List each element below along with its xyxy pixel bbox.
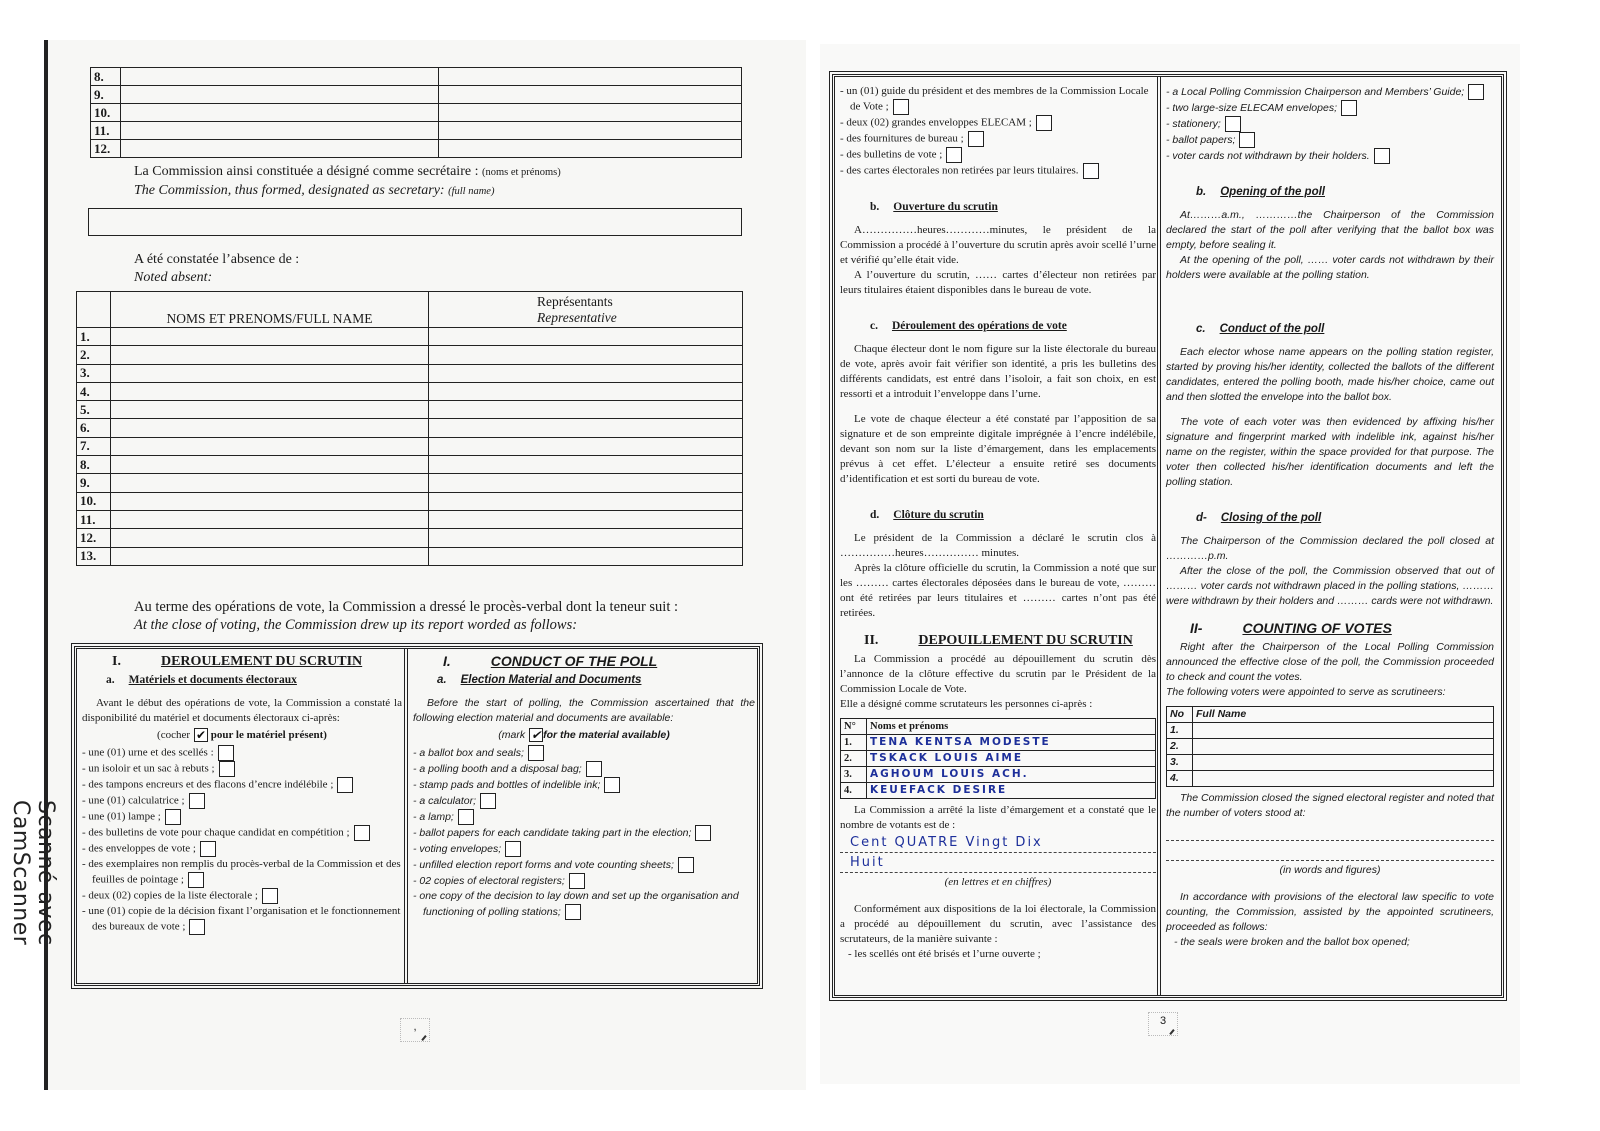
absent-label: A été constatée l’absence de : Noted absent:: [134, 252, 300, 285]
check-instruction: (mark ✔ for the material available): [413, 728, 755, 743]
absent-representative-cell[interactable]: [429, 419, 743, 437]
page-number: 3: [1148, 1012, 1178, 1036]
section-title: II. DEPOUILLEMENT DU SCRUTIN: [864, 633, 1133, 648]
table-header: No Full Name: [1167, 707, 1494, 723]
check-instruction: (cocher ✔ pour le matériel présent): [82, 728, 402, 743]
list-item: - des exemplaires non remplis du procès-verbal de la Commission et des feuilles de pointage ;: [82, 857, 402, 888]
table-row: 4.: [77, 382, 743, 400]
column-divider: [1157, 76, 1161, 996]
checkbox[interactable]: [189, 793, 205, 809]
list-item: - une (01) calculatrice ;: [82, 793, 402, 809]
checkbox[interactable]: [604, 777, 620, 793]
checkbox[interactable]: [200, 841, 216, 857]
table-row: 1.: [77, 328, 743, 346]
materials-list-fr: [82, 745, 402, 935]
absent-name-cell[interactable]: [111, 382, 429, 400]
absent-name-cell[interactable]: [111, 456, 429, 474]
column-header-representative: Représentants Representative: [429, 292, 743, 328]
absent-name-cell[interactable]: [111, 510, 429, 528]
subsection-title: d- Closing of the poll: [1196, 512, 1322, 524]
list-item: - un isoloir et un sac à rebuts ;: [82, 761, 402, 777]
table-row: 9.: [91, 86, 742, 104]
list-item: - des fournitures de bureau ;: [840, 131, 1156, 147]
scrutineers-table-fr: [840, 718, 1156, 799]
absent-name-cell[interactable]: [111, 529, 429, 547]
list-item: - deux (02) copies de la liste électorale ;: [82, 888, 402, 904]
column-header-name: NOMS ET PRENOMS/FULL NAME: [111, 292, 429, 328]
scrutineer-name[interactable]: TENA KENTSA MODESTE: [867, 735, 1156, 751]
table-row: 2. TSKACK LOUIS AIME: [841, 751, 1156, 767]
scrutineers-table-en: [1166, 706, 1494, 787]
table-row: 8.: [91, 68, 742, 86]
absent-representative-cell[interactable]: [429, 529, 743, 547]
secretary-label: La Commission ainsi constituée a désigné comme secrétaire : (noms et prénoms) The Commission, thus formed, designated as secretary: (full name): [134, 164, 561, 198]
table-row: 12.: [77, 529, 743, 547]
absent-representative-cell[interactable]: [429, 510, 743, 528]
list-item: - une (01) urne et des scellés :: [82, 745, 402, 761]
absent-representative-cell[interactable]: [429, 328, 743, 346]
table-row: 12.: [91, 140, 742, 158]
table-row: 4.: [1167, 771, 1494, 787]
list-item: - des tampons encreurs et des flacons d’encre indélébile ;: [82, 777, 402, 793]
table-row: 1.: [1167, 723, 1494, 739]
table-row: 5.: [77, 401, 743, 419]
absent-representative-cell[interactable]: [429, 456, 743, 474]
absent-representative-cell[interactable]: [429, 492, 743, 510]
absent-representative-cell[interactable]: [429, 401, 743, 419]
scrutineer-name[interactable]: AGHOUM LOUIS ACH.: [867, 767, 1156, 783]
scrutineer-name[interactable]: KEUEFACK DESIRE: [867, 783, 1156, 799]
list-item: - des bulletins de vote pour chaque candidat en compétition ;: [82, 825, 402, 841]
checkbox[interactable]: [189, 919, 205, 935]
absent-name-cell[interactable]: [111, 437, 429, 455]
absent-representative-cell[interactable]: [429, 382, 743, 400]
list-item: - a polling booth and a disposal bag;: [413, 761, 755, 777]
scrutineer-name[interactable]: [1193, 723, 1494, 739]
list-item: - des cartes électorales non retirées par leurs titulaires.: [840, 163, 1156, 179]
table-row: 11.: [91, 122, 742, 140]
list-item: - stamp pads and bottles of indelible ink;: [413, 777, 755, 793]
voters-count-field[interactable]: Cent QUATRE Vingt Dix: [840, 835, 1156, 853]
table-row: 10.: [91, 104, 742, 122]
list-item: - one copy of the decision to lay down and set up the organisation and functioning of polling stations;: [413, 889, 755, 920]
checkbox[interactable]: [678, 857, 694, 873]
table-row: 6.: [77, 419, 743, 437]
table-row: 9.: [77, 474, 743, 492]
absent-representative-cell[interactable]: [429, 364, 743, 382]
checkbox[interactable]: [586, 761, 602, 777]
table-row: 2.: [77, 346, 743, 364]
absent-representative-cell[interactable]: [429, 474, 743, 492]
list-item: - unfilled election report forms and vote counting sheets;: [413, 857, 755, 873]
list-item: - voting envelopes;: [413, 841, 755, 857]
checkbox[interactable]: [1225, 116, 1241, 132]
checkbox[interactable]: [262, 888, 278, 904]
table-row: 3.: [77, 364, 743, 382]
checkbox[interactable]: [528, 745, 544, 761]
list-item: - un (01) guide du président et des membres de la Commission Locale de Vote ;: [840, 84, 1156, 115]
subsection-title: b. Ouverture du scrutin: [870, 201, 998, 213]
subsection-title: a. Election Material and Documents: [437, 674, 642, 686]
subsection-title: c. Déroulement des opérations de vote: [870, 320, 1067, 332]
list-item: - une (01) copie de la décision fixant l’organisation et le fonctionnement des bureaux de vote ;: [82, 904, 402, 935]
checkbox[interactable]: [695, 825, 711, 841]
voters-count-field[interactable]: [1166, 823, 1494, 841]
right-en-column: - a Local Polling Commission Chairperson and Members’ Guide; - two large-size ELECAM envelopes; - stationery; - ballot papers; - voter cards not withdrawn by their holders. b. Opening of the poll At………a.m., …………the Chairperson of the Commission declared the start of the poll after verifying that the ballot box was empty, before sealing it. At the opening of the poll, …… voter cards not withdrawn by their holders were available at the polling station. c. Conduct of the poll Each elector whose name appears on the polling station register, started by proving his/her identity, collected the ballots of the different candidates, entered the polling booth, made his/her choice, came out and then slotted the envelope into the ballot box. The vote of each voter was then evidenced by affixing his/her signature and fingerprint marked with indelible ink, against his/her name on the register, within the space provided for that purpose. The voter then collected his/her identification documents and left the polling station. d- Closing of the poll The Chairperson of the Commission declared the poll closed at …………p.m. After the close of the poll, the Commission observed that out of ……… voter cards not withdrawn placed in the polling stations, ……… were withdrawn by their holders and ……… cards were not withdrawn. II- COUNTING OF VOTES Right after the Chairperson of the Local Polling Commission announced the effective close of the poll, the Commission proceeded to check and count the votes. The following voters were appointed to serve as scrutineers: No Full Name 1. 2. 3. 4. The Commission closed the signed electoral register and noted that the number of voters stood at: (in words and figures) In accordance with provisions of the electoral law specific to vote counting, the Commission, assisted by the appointed scrutineers, proceeded as follows: - the seals were broken and the ballot box opened;: [1166, 85, 1495, 948]
list-item: - ballot papers;: [1166, 132, 1494, 148]
secretary-field[interactable]: [88, 208, 742, 236]
checkbox[interactable]: [458, 809, 474, 825]
table-row: 8.: [77, 456, 743, 474]
voters-count-field[interactable]: [1166, 843, 1494, 861]
list-item: - two large-size ELECAM envelopes;: [1166, 100, 1494, 116]
list-item: - a Local Polling Commission Chairperson and Members’ Guide;: [1166, 84, 1494, 100]
section-title: I. CONDUCT OF THE POLL: [443, 653, 658, 669]
table-row: 10.: [77, 492, 743, 510]
absent-name-cell[interactable]: [111, 346, 429, 364]
table-row: 3. AGHOUM LOUIS ACH.: [841, 767, 1156, 783]
list-item: - ballot papers for each candidate taking part in the election;: [413, 825, 755, 841]
subsection-title: c. Conduct of the poll: [1196, 323, 1325, 335]
absent-name-cell[interactable]: [111, 328, 429, 346]
closing-statement: Au terme des opérations de vote, la Commission a dressé le procès-verbal dont la teneur suit : At the close of voting, the Commission drew up its report worded as follows:: [134, 599, 679, 633]
absent-table: [76, 291, 743, 566]
absent-name-cell[interactable]: [111, 547, 429, 565]
checkbox[interactable]: [1239, 132, 1255, 148]
table-row: 13.: [77, 547, 743, 565]
checkbox[interactable]: [946, 147, 962, 163]
absent-representative-cell[interactable]: [429, 547, 743, 565]
absent-representative-cell[interactable]: [429, 346, 743, 364]
column-divider: [404, 648, 408, 984]
absent-name-cell[interactable]: [111, 419, 429, 437]
checkbox[interactable]: [505, 841, 521, 857]
scrutineer-name[interactable]: [1193, 755, 1494, 771]
subsection-title: d. Clôture du scrutin: [870, 509, 984, 521]
checkbox[interactable]: [1341, 100, 1357, 116]
table-row: 1. TENA KENTSA MODESTE: [841, 735, 1156, 751]
table-row: 7.: [77, 437, 743, 455]
absent-name-cell[interactable]: [111, 492, 429, 510]
list-item: - stationery;: [1166, 116, 1494, 132]
list-item: - a lamp;: [413, 809, 755, 825]
members-table: [90, 67, 742, 158]
materials-list-en-cont: [1166, 84, 1494, 164]
materials-list-fr-cont: [840, 84, 1156, 179]
list-item: - des bulletins de vote ;: [840, 147, 1156, 163]
scrutineer-name[interactable]: [1193, 771, 1494, 787]
checkbox[interactable]: [569, 873, 585, 889]
checkbox[interactable]: [188, 872, 204, 888]
voters-count-field[interactable]: Huit: [840, 855, 1156, 873]
list-item: - des enveloppes de vote ;: [82, 841, 402, 857]
checkmark-sample-icon: [529, 728, 543, 742]
checkbox[interactable]: [1083, 163, 1099, 179]
checkbox[interactable]: [1468, 84, 1484, 100]
absent-name-cell[interactable]: [111, 364, 429, 382]
checkbox[interactable]: [968, 131, 984, 147]
checkbox[interactable]: [1374, 148, 1390, 164]
absent-name-cell[interactable]: [111, 474, 429, 492]
scanner-watermark: Scanné avec CamScanner: [8, 800, 58, 946]
checkbox[interactable]: [219, 761, 235, 777]
subsection-title: a. Matériels et documents électoraux: [106, 674, 297, 686]
absent-name-cell[interactable]: [111, 401, 429, 419]
materials-list-en: [413, 745, 755, 920]
list-item: - a calculator;: [413, 793, 755, 809]
table-header: [77, 292, 743, 328]
checkbox[interactable]: [565, 904, 581, 920]
page-number: ,: [400, 1018, 430, 1042]
checkbox[interactable]: [480, 793, 496, 809]
section-fr-column: I. DEROULEMENT DU SCRUTIN a. Matériels et documents électoraux Avant le début des opérations de vote, la Commission a constaté la disponibilité du matériel et documents électoraux ci-après: (cocher ✔ pour le matériel présent) - une (01) urne et des scellés : - un isoloir et un sac à rebuts ; - des tampons encreurs et des flacons d’encre indélébile ; - une (01) calculatrice ; - une (01) lampe ; - des bulletins de vote pour chaque candidat en compétition ; - des enveloppes de vote ; - des exemplaires non remplis du procès-verbal de la Commission et des feuilles de pointage ; - deux (02) copies de la liste électorale ; - une (01) copie de la décision fixant l’organisation et le fonctionnement des bureaux de vote ;: [82, 652, 402, 935]
scrutineer-name[interactable]: TSKACK LOUIS AIME: [867, 751, 1156, 767]
list-item: - 02 copies of electoral registers;: [413, 873, 755, 889]
checkbox[interactable]: [165, 809, 181, 825]
right-fr-column: - un (01) guide du président et des membres de la Commission Locale de Vote ; - deux (02) grandes enveloppes ELECAM ; - des fournitures de bureau ; - des bulletins de vote ; - des cartes électorales non retirées par leurs titulaires. b. Ouverture du scrutin A……………heures…………minutes, le président de la Commission a procédé à l’ouverture du scrutin après avoir scellé l’urne et vérifié qu’elle était vide. A l’ouverture du scrutin, …… cartes d’électeur non retirées par leurs titulaires étaient disponibles dans le bureau de vote. c. Déroulement des opérations de vote Chaque électeur dont le nom figure sur la liste électorale du bureau de vote, après avoir fait vérifier son identité, a pris les bulletins des différents candidats, est entré dans l’isoloir, a fait son choix, en est ressorti et a introduit l’enveloppe dans l’urne. Le vote de chaque électeur a été constaté par l’apposition de sa signature et de son empreinte digitale imprégnée à l’encre indélébile, devant son nom sur la liste d’émargement, dans les emplacements prévus à cet effet. L’électeur a ensuite retiré ses documents d’identification et est sorti du bureau de vote. d. Clôture du scrutin Le président de la Commission a déclaré le scrutin clos à ……………heures…………… minutes. Après la clôture officielle du scrutin, la Commission a noté que sur les ……… cartes électorales déposées dans le bureau de vote, ……… ont été retirées par leurs titulaires et ……… cartes n’ont pas été retirées. II. DEPOUILLEMENT DU SCRUTIN La Commission a procédé au dépouillement du scrutin dès l’annonce de la clôture effective du scrutin par le Président de la Commission Locale de Vote. Elle a désigné comme scrutateurs les personnes ci-après : N° Noms et prénoms 1. TENA KENTSA MODESTE 2. TSKACK LOUIS AIME 3. AGHOUM LOUIS ACH. 4. KEUEFACK DESIRE La Commission a arrêté la liste d’émargement et a constaté que le nombre de votants est de : Cent QUATRE Vingt Dix Huit (en lettres et en chiffres) Conformément aux dispositions de la loi électorale, la Commission a procédé au dépouillement du scrutin, avec l’assistance des scrutateurs, de la manière suivante : - les scellés ont été brisés et l’urne ouverte ;: [840, 85, 1156, 960]
list-item: - deux (02) grandes enveloppes ELECAM ;: [840, 115, 1156, 131]
section-title: II- COUNTING OF VOTES: [1190, 620, 1392, 636]
checkbox[interactable]: [1036, 115, 1052, 131]
table-row: 3.: [1167, 755, 1494, 771]
table-row: 4. KEUEFACK DESIRE: [841, 783, 1156, 799]
scrutineer-name[interactable]: [1193, 739, 1494, 755]
table-header: N° Noms et prénoms: [841, 719, 1156, 735]
list-item: - une (01) lampe ;: [82, 809, 402, 825]
section-en-column: I. CONDUCT OF THE POLL a. Election Material and Documents Before the start of polling, the Commission ascertained that the following election material and documents are available: (mark ✔ for the material available) - a ballot box and seals; - a polling booth and a disposal bag; - stamp pads and bottles of indelible ink; - a calculator; - a lamp; - ballot papers for each candidate taking part in the election; - voting envelopes; - unfilled election report forms and vote counting sheets; - 02 copies of electoral registers; - one copy of the decision to lay down and set up the organisation and functioning of polling stations;: [413, 652, 755, 920]
checkbox[interactable]: [218, 745, 234, 761]
checkbox[interactable]: [354, 825, 370, 841]
table-row: 2.: [1167, 739, 1494, 755]
absent-representative-cell[interactable]: [429, 437, 743, 455]
list-item: - voter cards not withdrawn by their holders.: [1166, 148, 1494, 164]
section-title: I. DEROULEMENT DU SCRUTIN: [112, 654, 363, 669]
list-item: - a ballot box and seals;: [413, 745, 755, 761]
table-row: 11.: [77, 510, 743, 528]
checkbox[interactable]: [893, 99, 909, 115]
checkmark-sample-icon: [194, 728, 208, 742]
checkbox[interactable]: [337, 777, 353, 793]
subsection-title: b. Opening of the poll: [1196, 186, 1325, 198]
